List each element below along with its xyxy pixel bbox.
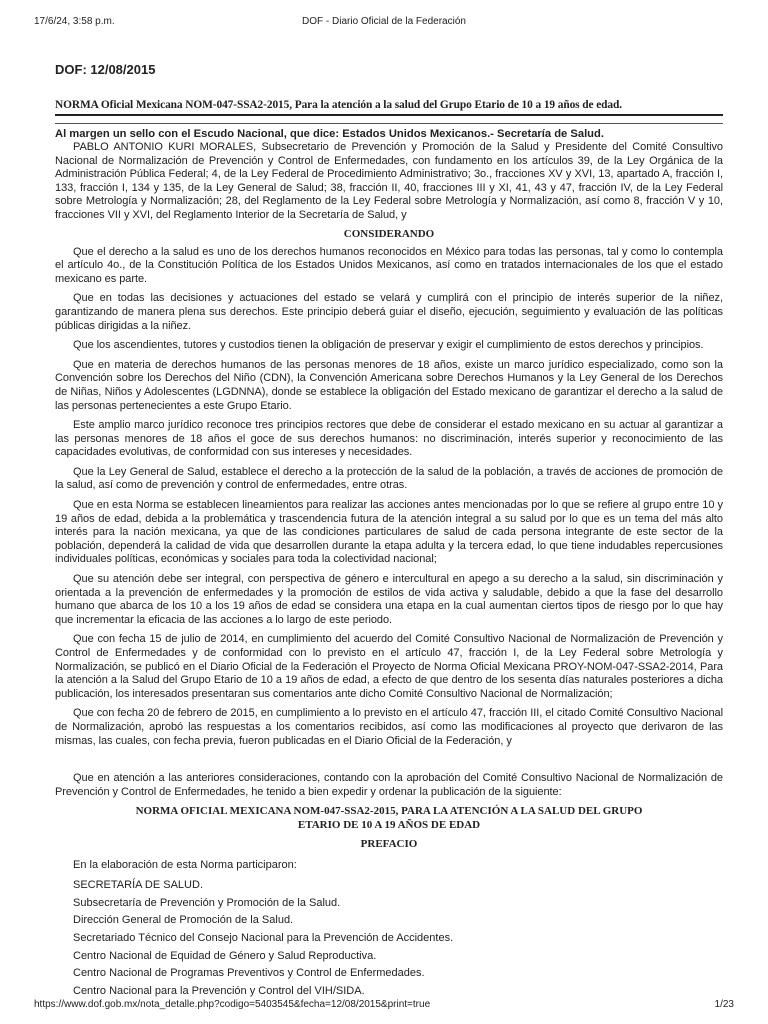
print-timestamp: 17/6/24, 3:58 p.m. [34,16,115,27]
spacer [55,754,723,772]
considerando-paragraph: Que su atención debe ser integral, con perspectiva de género e intercultural en apego a su derecho a la salud, sin discriminación y orientada a la prevención de enfermedades y la promoción de estilos de vida activa y saludable, debido a que la fase del desarrollo humano que abarca de los 10 a los 19 años de edad se considera una etapa en la cual aumentan ciertos tipos de riesgo por lo que hay que incrementar la eficacia de las acciones a lo largo de este periodo. [55,573,723,626]
norma-title: NORMA Oficial Mexicana NOM-047-SSA2-2015, Para la atención a la salud del Grupo Etario de 10 a 19 años de edad. [55,99,723,116]
prefacio-heading: PREFACIO [360,838,418,851]
list-item: SECRETARÍA DE SALUD. [73,878,203,891]
list-item: Centro Nacional para la Prevención y Control del VIH/SIDA. [73,984,365,997]
print-window-title: DOF - Diario Oficial de la Federación [302,16,466,27]
considerando-paragraph: Que en todas las decisiones y actuaciones del estado se velará y cumplirá con el principio de interés superior de la niñez, garantizando de manera plena sus derechos. Este principio deberá guiar el diseño, ejecución, seguimiento y evaluación de las políticas públicas dirigidas a la niñez. [55,292,723,332]
norma-heading-line-2: ETARIO DE 10 A 19 AÑOS DE EDAD [297,818,481,831]
considerando-paragraph: Que los ascendientes, tutores y custodios tienen la obligación de preservar y exigir el cumplimiento de estos derechos y principios. [73,339,704,352]
page-indicator: 1/23 [714,999,734,1010]
considerando-paragraph: Que con fecha 20 de febrero de 2015, en cumplimiento a lo previsto en el artículo 47, fracción III, el citado Comité Consultivo Nacional de Normalización, aprobó las respuestas a los comentarios recibidos, así como las modificaciones al proyecto que derivaron de las mismas, las cuales, con fecha previa, fueron publicadas en el Diario Oficial de la Federación, y [55,707,723,747]
considerando-paragraph: Que en esta Norma se establecen lineamientos para realizar las acciones antes mencionadas por lo que se refiere al grupo entre 10 y 19 años de edad, debida a la problemática y trascendencia futura de la atención integral a su salud por lo que es un tema del más alto interés para la nación mexicana, ya que de las condiciones particulares de salud de cada persona integrante de este sector de la población, dependerá la calidad de vida que desarrollen durante la etapa adulta y la tercera edad, lo que tiene indudables repercusiones individuales políticas, económicas y sociales para toda la colectividad nacional; [55,499,723,566]
list-item: Secretariado Técnico del Consejo Nacional para la Prevención de Accidentes. [73,931,454,944]
list-item: Subsecretaría de Prevención y Promoción de la Salud. [73,896,341,909]
list-item: Centro Nacional de Equidad de Género y Salud Reproductiva. [73,949,377,962]
closing-paragraph: Que en atención a las anteriores consideraciones, contando con la aprobación del Comité Consultivo Nacional de Normalización de Prevención y Control de Enfermedades, he tenido a bien expedir y ordenar la publicación de la siguiente: [55,772,723,798]
page-url: https://www.dof.gob.mx/nota_detalle.php?codigo=5403545&fecha=12/08/2015&print=true [34,999,431,1010]
document-body [55,62,723,1003]
dof-date: DOF: 12/08/2015 [55,62,156,77]
considerando-paragraph: Que la Ley General de Salud, establece el derecho a la protección de la salud de la población, a través de acciones de promoción de la salud, así como de prevención y control de enfermedades, entre otras. [55,465,723,492]
margin-note: Al margen un sello con el Escudo Nacional, que dice: Estados Unidos Mexicanos.- Secretaría de Salud. [55,123,723,140]
list-item: Centro Nacional de Programas Preventivos y Control de Enfermedades. [73,967,425,980]
norma-heading [55,805,723,832]
considerando-paragraph: Que en materia de derechos humanos de las personas menores de 18 años, existe un marco jurídico especializado, como son la Convención sobre los Derechos del Niño (CDN), la Convención Americana sobre Derechos Humanos y la Ley General de los Derechos de Niñas, Niños y Adolescentes (LGDNNA), donde se establece la obligación del Estado mexicano de garantizar el derecho a la salud de las personas pertenecientes a este Grupo Etario. [55,358,723,412]
participants-list [55,859,723,998]
considerando-heading: CONSIDERANDO [343,227,435,240]
considerando-paragraph: Que el derecho a la salud es uno de los derechos humanos reconocidos en México para todas las personas, tal y como lo contempla el artículo 4o., de la Constitución Política de los Estados Unidos Mexicanos, así como en tratados internacionales de los que el estado mexicano es parte. [55,245,723,285]
considerando-paragraph: Este amplio marco jurídico reconoce tres principios rectores que debe de considerar el estado mexicano en su actuar al garantizar a las personas menores de 18 años el goce de sus derechos humanos: no discriminación, interés superior y reconocimiento de las capacidades evolutivas, de conformidad con sus intereses y necesidades. [55,419,723,459]
intro-paragraph: PABLO ANTONIO KURI MORALES, Subsecretario de Prevención y Promoción de la Salud y Presidente del Comité Consultivo Nacional de Normalización de Prevención y Control de Enfermedades, con fundamento en los artículos 39, de la Ley Orgánica de la Administración Pública Federal; 4, de la Ley Federal de Procedimiento Administrativo; 3o., fracciones XV y XVI, 13, apartado A, fracción I, 133, fracción I, 134 y 135, de la Ley General de Salud; 38, fracción II, 40, fracciones III y XI, 41, 43 y 47, fracción IV, de la Ley Federal sobre Metrología y Normalización; 28, del Reglamento de la Ley Federal sobre Metrología y Normalización, así como 8, fracción V y 10, fracciones VII y XVI, del Reglamento Interior de la Secretaría de Salud, y [55,141,723,221]
norma-heading-line-1: NORMA OFICIAL MEXICANA NOM-047-SSA2-2015, PARA LA ATENCIÓN A LA SALUD DEL GRUPO [135,805,643,818]
list-item: Dirección General de Promoción de la Salud. [73,914,294,927]
prefacio-intro: En la elaboración de esta Norma participaron: [73,859,297,872]
considerando-paragraph: Que con fecha 15 de julio de 2014, en cumplimiento del acuerdo del Comité Consultivo Nacional de Normalización de Prevención y Control de Enfermedades y de conformidad con lo previsto en el artículo 47, fracción I, de la Ley Federal sobre Metrología y Normalización, se publicó en el Diario Oficial de la Federación el Proyecto de Norma Oficial Mexicana PROY-NOM-047-SSA2-2014, Para la atención a la Salud del Grupo Etario de 10 a 19 años de edad, a efecto de que dentro de los sesenta días naturales posteriores a dicha publicación, los interesados presentaran sus comentarios ante dicho Comité Consultivo Nacional de Normalización; [55,633,723,700]
